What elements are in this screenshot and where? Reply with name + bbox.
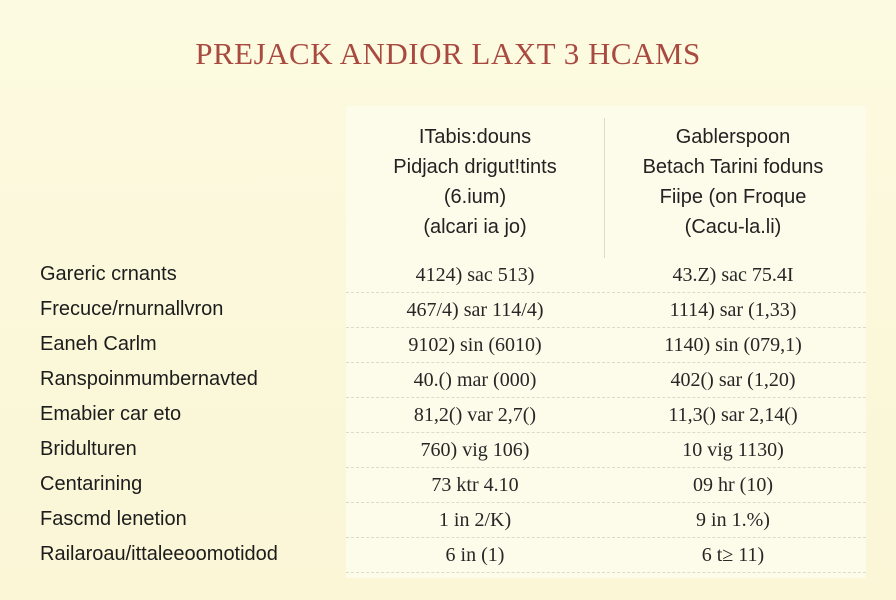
row-value-col1: 467/4) sar 114/4) xyxy=(406,299,544,321)
table-row xyxy=(0,328,896,363)
column-header-line: Gablerspoon xyxy=(675,126,791,148)
row-label: Ranspoinmumbernavted xyxy=(40,368,258,390)
table-body xyxy=(0,258,896,573)
column-header-line: (alcari ia jo) xyxy=(423,216,527,238)
column-header-line: ITabis:douns xyxy=(418,126,532,148)
row-value-col2: 43.Z) sac 75.4I xyxy=(672,264,794,286)
row-value-col2: 9 in 1.%) xyxy=(696,509,770,531)
row-label: Emabier car eto xyxy=(40,403,182,425)
column-header-2 xyxy=(604,122,862,242)
row-value-col1: 73 ktr 4.10 xyxy=(431,474,519,496)
row-value-col1: 81,2() var 2,7() xyxy=(413,404,537,426)
row-label: Centarining xyxy=(40,473,143,495)
column-header-line: Fiipe (on Froque xyxy=(659,186,807,208)
row-label: Frecuce/rnurnallvron xyxy=(40,298,224,320)
row-value-col1: 9102) sin (6010) xyxy=(408,334,542,356)
column-header-line: (6.ium) xyxy=(443,186,507,208)
row-label: Railaroau/ittaleeoomotidod xyxy=(40,543,278,565)
column-header-1 xyxy=(346,122,604,242)
row-value-col2: 10 vig 1130) xyxy=(682,439,784,461)
column-header-line: Pidjach drigut!tints xyxy=(393,156,557,178)
table-row xyxy=(0,363,896,398)
row-value-col2: 6 t≥ 11) xyxy=(701,544,765,566)
row-value-col1: 6 in (1) xyxy=(445,544,505,566)
row-value-col2: 11,3() sar 2,14() xyxy=(668,404,798,426)
row-value-col1: 760) vig 106) xyxy=(420,439,530,461)
column-header-line: (Cacu-la.li) xyxy=(684,216,782,238)
table-row xyxy=(0,258,896,293)
row-value-col1: 40.() mar (000) xyxy=(413,369,537,391)
row-value-col1: 4124) sac 513) xyxy=(415,264,535,286)
row-value-col1: 1 in 2/K) xyxy=(438,509,512,531)
table-row xyxy=(0,468,896,503)
row-value-col2: 1114) sar (1,33) xyxy=(669,299,797,321)
page-title: PREJACK ANDIOR LAXT 3 HCAMS xyxy=(195,36,701,71)
row-label: Eaneh Carlm xyxy=(40,333,157,355)
table-row xyxy=(0,433,896,468)
table-row xyxy=(0,293,896,328)
row-label: Bridulturen xyxy=(40,438,137,460)
column-header-line: Betach Tarini foduns xyxy=(642,156,824,178)
row-label: Gareric crnants xyxy=(40,263,177,285)
row-value-col2: 402() sar (1,20) xyxy=(670,369,796,391)
row-label: Fascmd lenetion xyxy=(40,508,187,530)
row-value-col2: 09 hr (10) xyxy=(693,474,773,496)
table-row xyxy=(0,538,896,573)
row-value-col2: 1140) sin (079,1) xyxy=(664,334,802,356)
table-row xyxy=(0,398,896,433)
table-row xyxy=(0,503,896,538)
